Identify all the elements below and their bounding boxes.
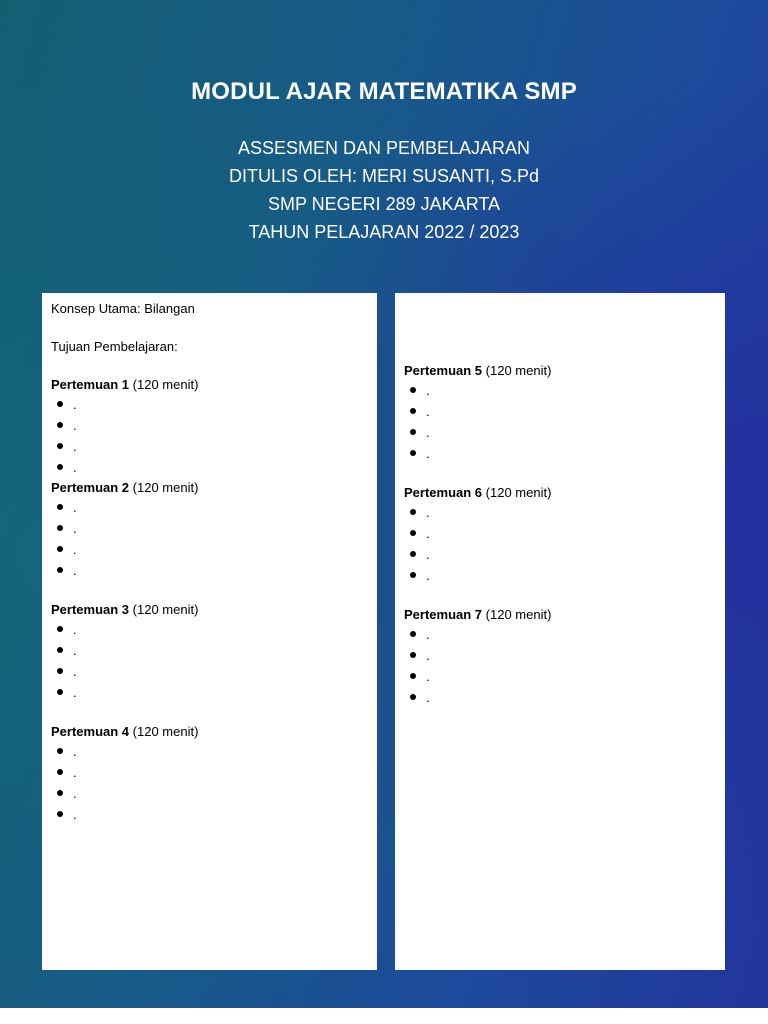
meeting-label: Pertemuan 3 (51, 602, 130, 617)
meeting-label: Pertemuan 6 (404, 485, 483, 500)
meeting-heading (51, 478, 368, 497)
left-panel (42, 293, 377, 970)
meeting-items (51, 619, 368, 703)
meeting-7 (404, 605, 716, 708)
meeting-items (51, 497, 368, 581)
list-item: . (404, 666, 716, 687)
meeting-duration: (120 menit) (485, 363, 552, 378)
meeting-4 (51, 722, 368, 825)
list-item: . (51, 783, 368, 804)
author-line: DITULIS OLEH: MERI SUSANTI, S.Pd (228, 166, 540, 186)
meeting-items (404, 380, 716, 464)
list-item: . (51, 682, 368, 703)
meeting-2 (51, 478, 368, 581)
list-item: . (404, 645, 716, 666)
list-item: . (404, 687, 716, 708)
list-item: . (404, 624, 716, 645)
meeting-duration: (120 menit) (132, 377, 199, 392)
meeting-6 (404, 483, 716, 586)
list-item: . (404, 544, 716, 565)
list-item: . (404, 422, 716, 443)
tujuan-pembelajaran: Tujuan Pembelajaran: (51, 339, 178, 354)
right-panel (395, 293, 725, 970)
subtitle-line: ASSESMEN DAN PEMBELAJARAN (237, 138, 531, 158)
list-item: . (51, 741, 368, 762)
meeting-duration: (120 menit) (132, 724, 199, 739)
meeting-heading (404, 605, 716, 624)
list-item: . (51, 762, 368, 783)
subtitle-block (0, 134, 768, 246)
meeting-1 (51, 375, 368, 478)
konsep-utama: Konsep Utama: Bilangan (51, 301, 195, 316)
list-item: . (51, 457, 368, 478)
header (0, 74, 768, 246)
school-line: SMP NEGERI 289 JAKARTA (267, 194, 501, 214)
meeting-heading (404, 483, 716, 502)
meeting-items (51, 394, 368, 478)
meeting-label: Pertemuan 4 (51, 724, 130, 739)
year-line: TAHUN PELAJARAN 2022 / 2023 (248, 222, 520, 242)
list-item: . (51, 539, 368, 560)
meeting-label: Pertemuan 1 (51, 377, 130, 392)
list-item: . (404, 565, 716, 586)
meeting-label: Pertemuan 2 (51, 480, 130, 495)
meeting-3 (51, 600, 368, 703)
list-item: . (404, 523, 716, 544)
list-item: . (51, 518, 368, 539)
list-item: . (51, 640, 368, 661)
meeting-duration: (120 menit) (132, 602, 199, 617)
list-item: . (51, 560, 368, 581)
meeting-heading (51, 722, 368, 741)
meeting-items (404, 502, 716, 586)
meeting-5 (404, 361, 716, 464)
meeting-items (51, 741, 368, 825)
meeting-label: Pertemuan 7 (404, 607, 483, 622)
meeting-heading (51, 600, 368, 619)
list-item: . (51, 394, 368, 415)
meeting-items (404, 624, 716, 708)
list-item: . (404, 443, 716, 464)
meeting-label: Pertemuan 5 (404, 363, 483, 378)
list-item: . (51, 804, 368, 825)
list-item: . (51, 619, 368, 640)
meeting-duration: (120 menit) (485, 607, 552, 622)
list-item: . (404, 380, 716, 401)
meeting-heading (404, 361, 716, 380)
list-item: . (404, 502, 716, 523)
list-item: . (51, 415, 368, 436)
list-item: . (51, 436, 368, 457)
list-item: . (51, 661, 368, 682)
meeting-duration: (120 menit) (485, 485, 552, 500)
list-item: . (51, 497, 368, 518)
list-item: . (404, 401, 716, 422)
meeting-heading (51, 375, 368, 394)
meeting-duration: (120 menit) (132, 480, 199, 495)
page-title: MODUL AJAR MATEMATIKA SMP (191, 78, 577, 105)
